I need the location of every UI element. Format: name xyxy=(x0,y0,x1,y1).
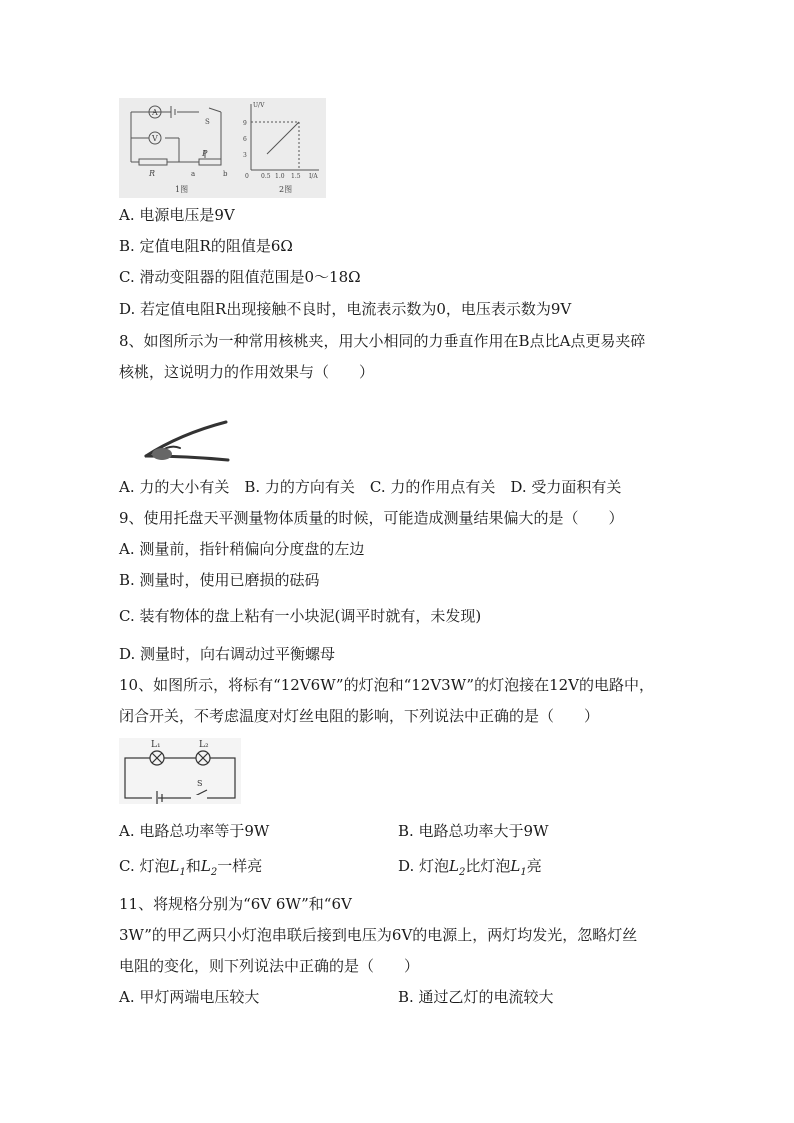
q8-options: A. 力的大小有关 B. 力的方向有关 C. 力的作用点有关 D. 受力面积有关 xyxy=(119,478,622,496)
graph-ylabel: U/V xyxy=(253,102,265,109)
switch-s-label: S xyxy=(197,779,203,788)
l2-symbol xyxy=(200,857,218,878)
q8-stem-line2: 核桃，这说明力的作用效果与（ ） xyxy=(119,363,375,381)
q10-d-prefix: D. 灯泡 xyxy=(398,857,450,875)
l2d-letter: L xyxy=(449,857,459,875)
q9-option-a: A. 测量前，指针稍偏向分度盘的左边 xyxy=(119,540,365,558)
q7-option-c: C. 滑动变阻器的阻值范围是0～18Ω xyxy=(119,268,361,286)
l1-letter: L xyxy=(169,857,180,875)
l1d-sub: 1 xyxy=(520,867,527,878)
nutcracker-drawing xyxy=(140,416,232,468)
l2d-sub: 2 xyxy=(459,867,466,878)
l1d-letter: L xyxy=(510,857,521,875)
end-a-label: a xyxy=(191,170,196,178)
graph-xtick-1.0: 1.0 xyxy=(275,173,285,180)
q7-option-b: B. 定值电阻R的阻值是6Ω xyxy=(119,237,293,255)
end-b-label: b xyxy=(223,170,228,178)
resistor-label: R xyxy=(149,169,156,178)
q9-stem: 9、使用托盘天平测量物体质量的时候，可能造成测量结果偏大的是（ ） xyxy=(119,509,624,527)
l1-sub: 1 xyxy=(179,867,186,878)
graph-xlabel: I/A xyxy=(309,173,318,180)
q10-option-c xyxy=(119,855,262,884)
graph-ytick-6: 6 xyxy=(243,136,247,143)
l2-letter: L xyxy=(200,857,211,875)
l1-symbol-d xyxy=(510,857,527,878)
q10-circuit-figure xyxy=(119,738,241,804)
graph-ytick-3: 3 xyxy=(243,152,247,159)
ammeter-label: A xyxy=(152,108,158,117)
graph-ytick-9: 9 xyxy=(243,120,247,127)
q11-stem-line3: 电阻的变化，则下列说法中正确的是（ ） xyxy=(119,957,420,975)
q10-c-post: 一样亮 xyxy=(217,857,263,875)
q9-option-d: D. 测量时，向右调动过平衡螺母 xyxy=(119,645,336,663)
lamp2-label: L₂ xyxy=(199,740,209,750)
q11-option-a: A. 甲灯两端电压较大 xyxy=(119,988,260,1006)
fig2-caption: 2图 xyxy=(279,185,293,194)
q10-c-mid: 和 xyxy=(185,857,201,875)
graph-origin: 0 xyxy=(245,173,249,180)
q9-option-b: B. 测量时，使用已磨损的砝码 xyxy=(119,571,320,589)
q10-option-d xyxy=(398,855,542,884)
graph-xtick-0.5: 0.5 xyxy=(261,173,271,180)
slider-label: P xyxy=(202,149,208,158)
q11-option-b: B. 通过乙灯的电流较大 xyxy=(398,988,554,1006)
q10-circuit-drawing xyxy=(119,738,241,804)
q8-stem-line1: 8、如图所示为一种常用核桃夹，用大小相同的力垂直作用在B点比A点更易夹碎 xyxy=(119,332,646,350)
q10-stem-line2: 闭合开关，不考虑温度对灯丝电阻的影响，下列说法中正确的是（ ） xyxy=(119,707,600,725)
q9-option-c: C. 装有物体的盘上粘有一小块泥(调平时就有，未发现) xyxy=(119,607,482,625)
l2-sub: 2 xyxy=(210,867,218,878)
voltmeter-label: V xyxy=(152,134,158,143)
q11-stem-line2: 3W”的甲乙两只小灯泡串联后接到电压为6V的电源上，两灯均发光，忽略灯丝 xyxy=(119,926,638,944)
q10-option-b: B. 电路总功率大于9W xyxy=(398,822,549,840)
q11-stem-line1: 11、将规格分别为“6V 6W”和“6V xyxy=(119,895,352,913)
l1-symbol xyxy=(169,857,186,878)
graph-xtick-1.5: 1.5 xyxy=(291,173,301,180)
nutcracker-figure xyxy=(140,416,232,468)
q10-d-mid: 比灯泡 xyxy=(465,857,511,875)
q7-circuit-and-graph xyxy=(119,98,326,198)
switch-label: S xyxy=(205,118,210,126)
l2-symbol-d xyxy=(449,857,466,878)
q7-figure xyxy=(119,98,326,198)
q7-option-d: D. 若定值电阻R出现接触不良时，电流表示数为0，电压表示数为9V xyxy=(119,300,572,318)
lamp1-label: L₁ xyxy=(151,740,161,750)
q10-stem-line1: 10、如图所示，将标有“12V6W”的灯泡和“12V3W”的灯泡接在12V的电路中， xyxy=(119,676,655,694)
fig1-caption: 1图 xyxy=(175,185,189,194)
q10-option-a: A. 电路总功率等于9W xyxy=(119,822,270,840)
q10-c-prefix: C. 灯泡 xyxy=(119,857,170,875)
q10-d-post: 亮 xyxy=(526,857,542,875)
q7-option-a: A. 电源电压是9V xyxy=(119,206,235,224)
